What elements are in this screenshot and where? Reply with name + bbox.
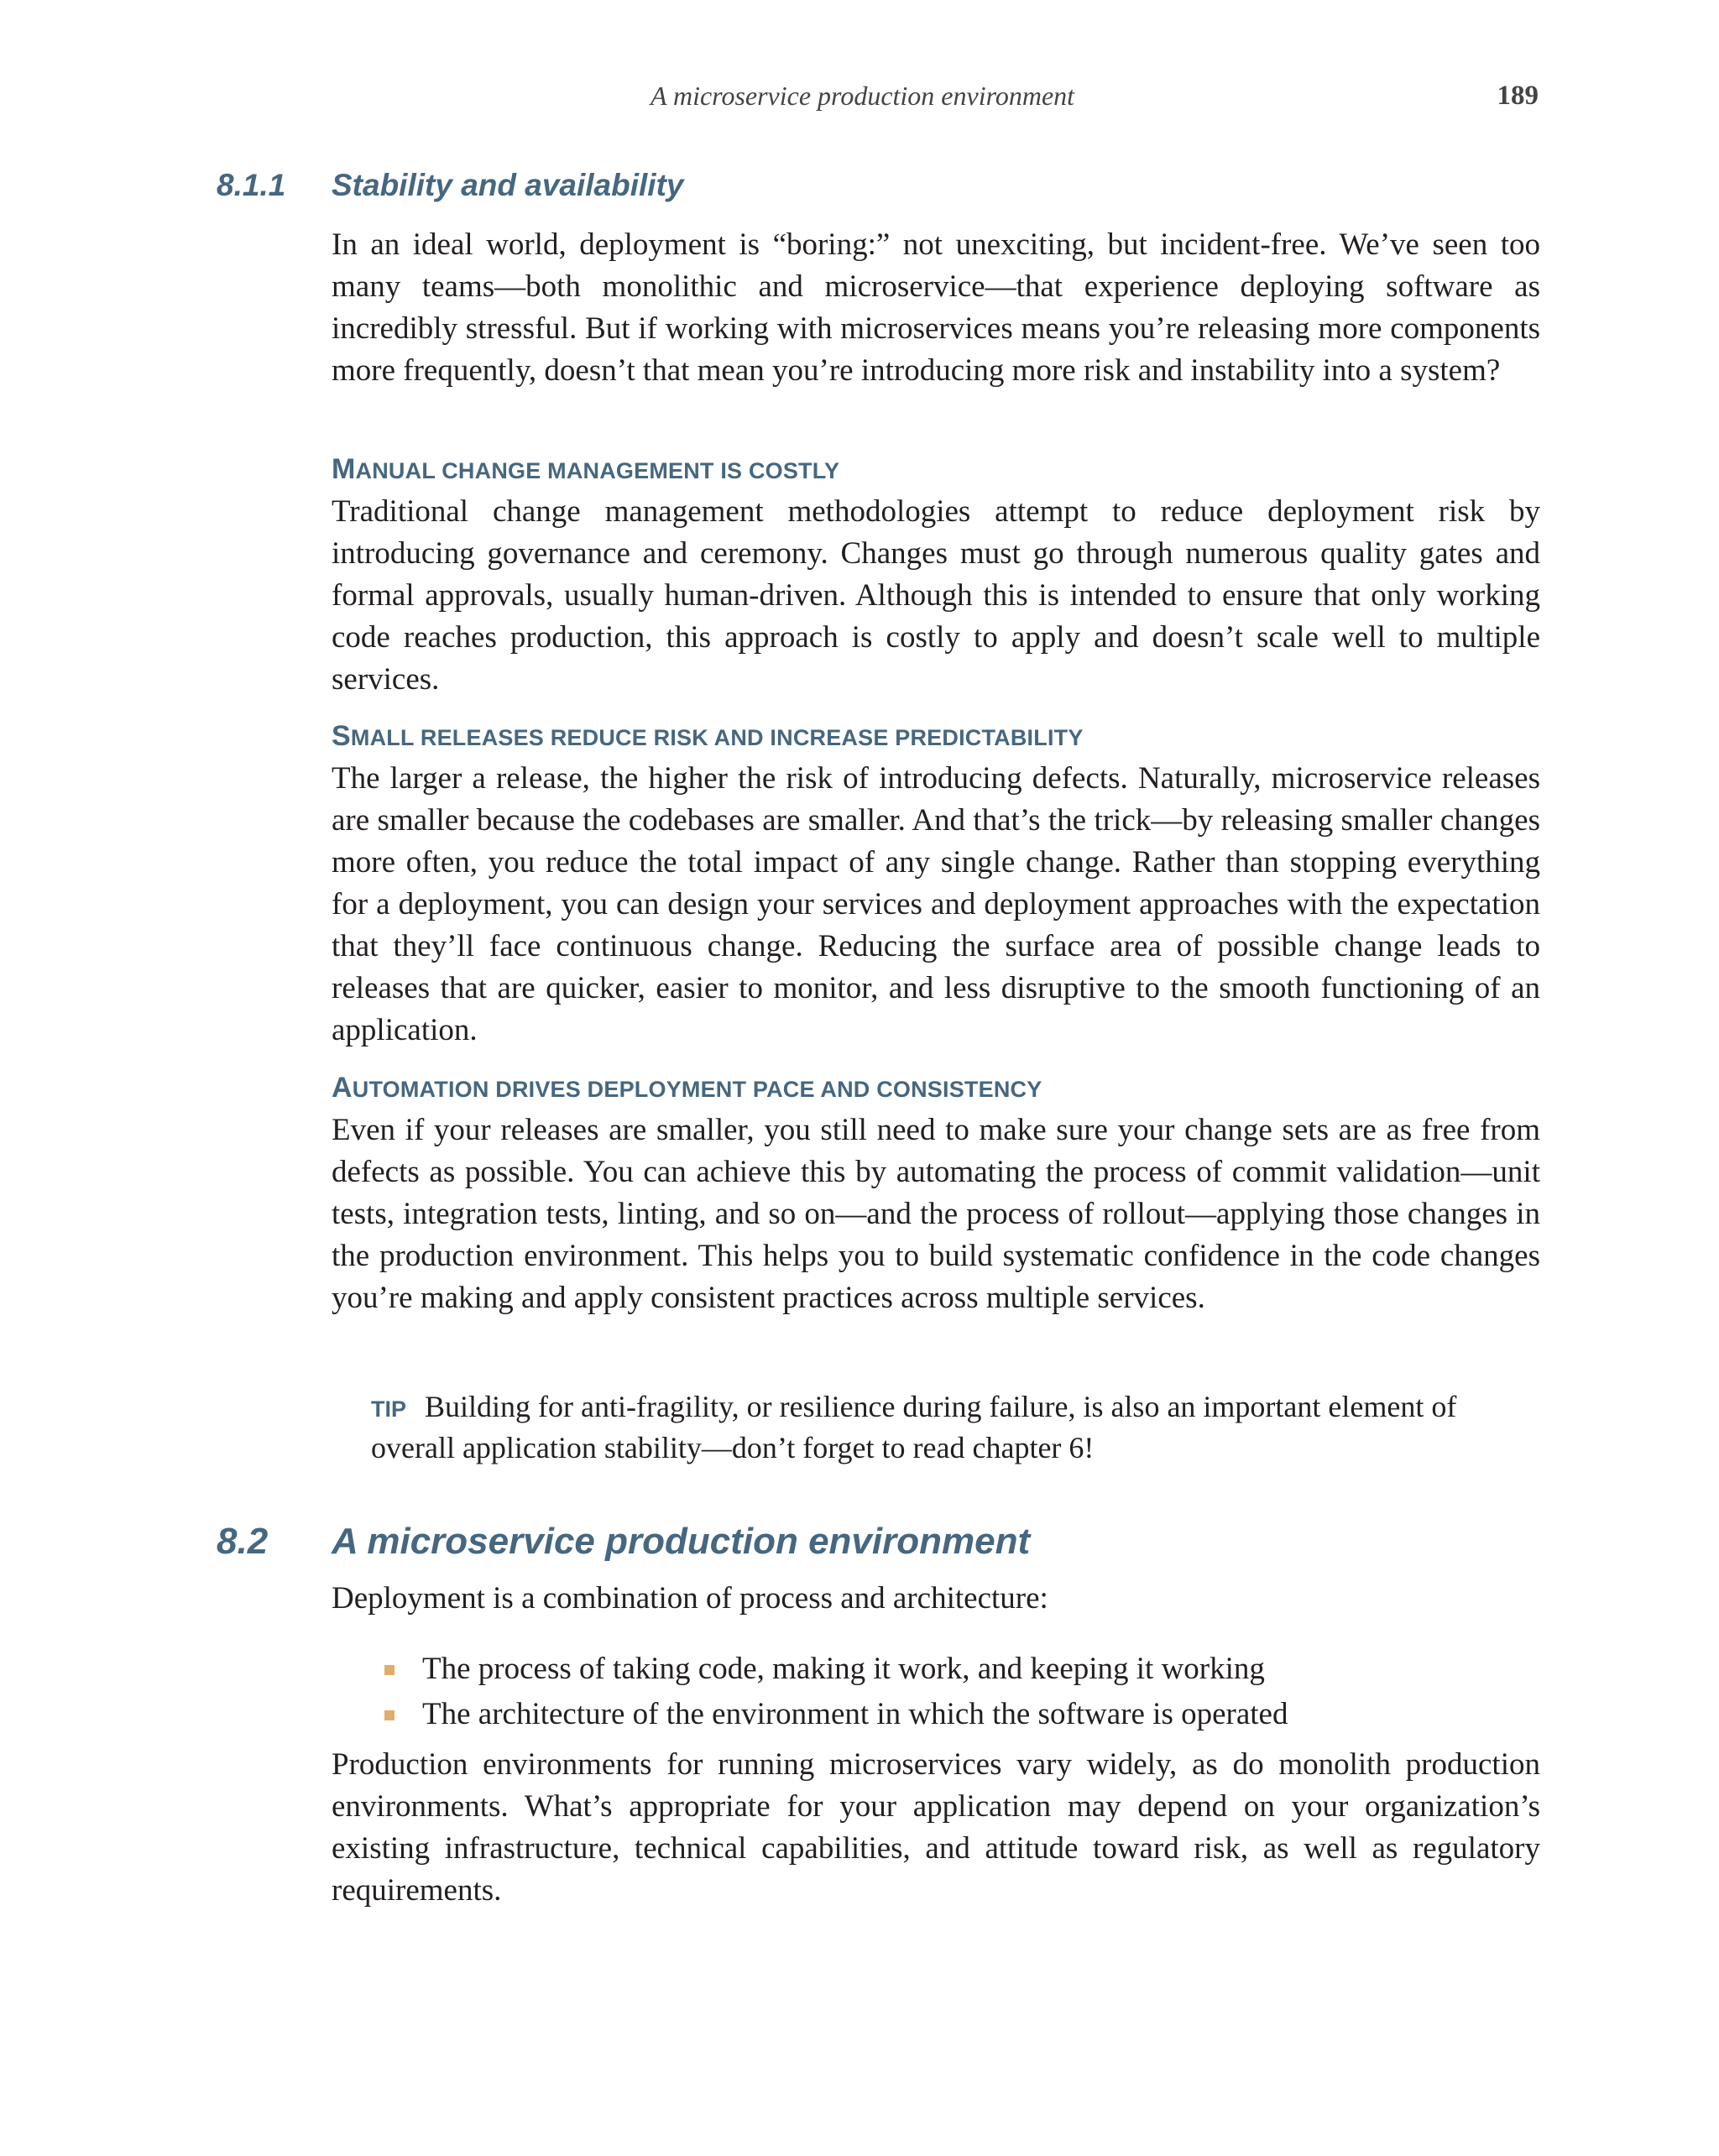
tip-text: Building for anti-fragility, or resilience during failure, is also an important element of overall application stability—don’t forget to read chapter 6!: [371, 1390, 1457, 1464]
section-number-8-1-1: 8.1.1: [217, 168, 286, 202]
subhead-small-releases: SMALL RELEASES REDUCE RISK AND INCREASE PREDICTABILITY: [332, 720, 1084, 752]
subhead-automation: AUTOMATION DRIVES DEPLOYMENT PACE AND CONSISTENCY: [332, 1072, 1042, 1104]
page-number: 189: [1497, 81, 1539, 111]
bullet-list: [382, 1647, 1288, 1737]
intro-paragraph: In an ideal world, deployment is “boring:” not unexciting, but incident-free. We’ve seen too many teams—both monolithic and microservice—that experience deploying software as incredibly stressful. But if working with microservices means you’re releasing more components more frequently, doesn’t that mean you’re introducing more risk and instability into a system?: [332, 227, 1540, 388]
running-header: [0, 81, 1719, 123]
paragraph-manual-change: Traditional change management methodologies attempt to reduce deployment risk by introducing governance and ceremony. Changes must go through numerous quality gates and formal approvals, usually human-driven. Although this is intended to ensure that only working code reaches production, this approach is costly to apply and doesn’t scale well to multiple services.: [332, 494, 1540, 697]
list-item: The process of taking code, making it work, and keeping it working: [382, 1647, 1288, 1692]
section-8-2-intro: Deployment is a combination of process and architecture:: [332, 1581, 1048, 1616]
subhead-manual-change: MANUAL CHANGE MANAGEMENT IS COSTLY: [332, 453, 840, 485]
closing-paragraph: Production environments for running microservices vary widely, as do monolith production environments. What’s appropriate for your application may depend on your organization’s existing infrastructure, technical capabilities, and attitude toward risk, as well as regulatory requirements.: [332, 1747, 1540, 1908]
bullet-square-icon: [384, 1710, 394, 1720]
list-item: The architecture of the environment in which the software is operated: [382, 1692, 1288, 1737]
bullet-square-icon: [384, 1665, 394, 1675]
paragraph-small-releases: The larger a release, the higher the risk of introducing defects. Naturally, microservice releases are smaller because the codebases are smaller. And that’s the trick—by releasing smaller changes more often, you reduce the total impact of any single change. Rather than stopping everything for a deployment, you can design your services and deployment approaches with the expectation that they’ll face continuous change. Reducing the surface area of possible change leads to releases that are quicker, easier to monitor, and less disruptive to the smooth functioning of an application.: [332, 761, 1540, 1047]
tip-callout: [371, 1387, 1504, 1467]
tip-label: TIP: [371, 1396, 407, 1422]
running-title: A microservice production environment: [651, 81, 1075, 111]
section-title-production-environment: A microservice production environment: [332, 1521, 1031, 1562]
paragraph-automation: Even if your releases are smaller, you still need to make sure your change sets are as free from defects as possible. You can achieve this by automating the process of commit validation—unit tests, integration tests, linting, and so on—and the process of rollout—applying those changes in the production environment. This helps you to build systematic confidence in the code changes you’re making and apply consistent practices across multiple services.: [332, 1113, 1540, 1315]
section-number-8-2: 8.2: [217, 1521, 269, 1562]
section-title-stability: Stability and availability: [332, 168, 684, 202]
